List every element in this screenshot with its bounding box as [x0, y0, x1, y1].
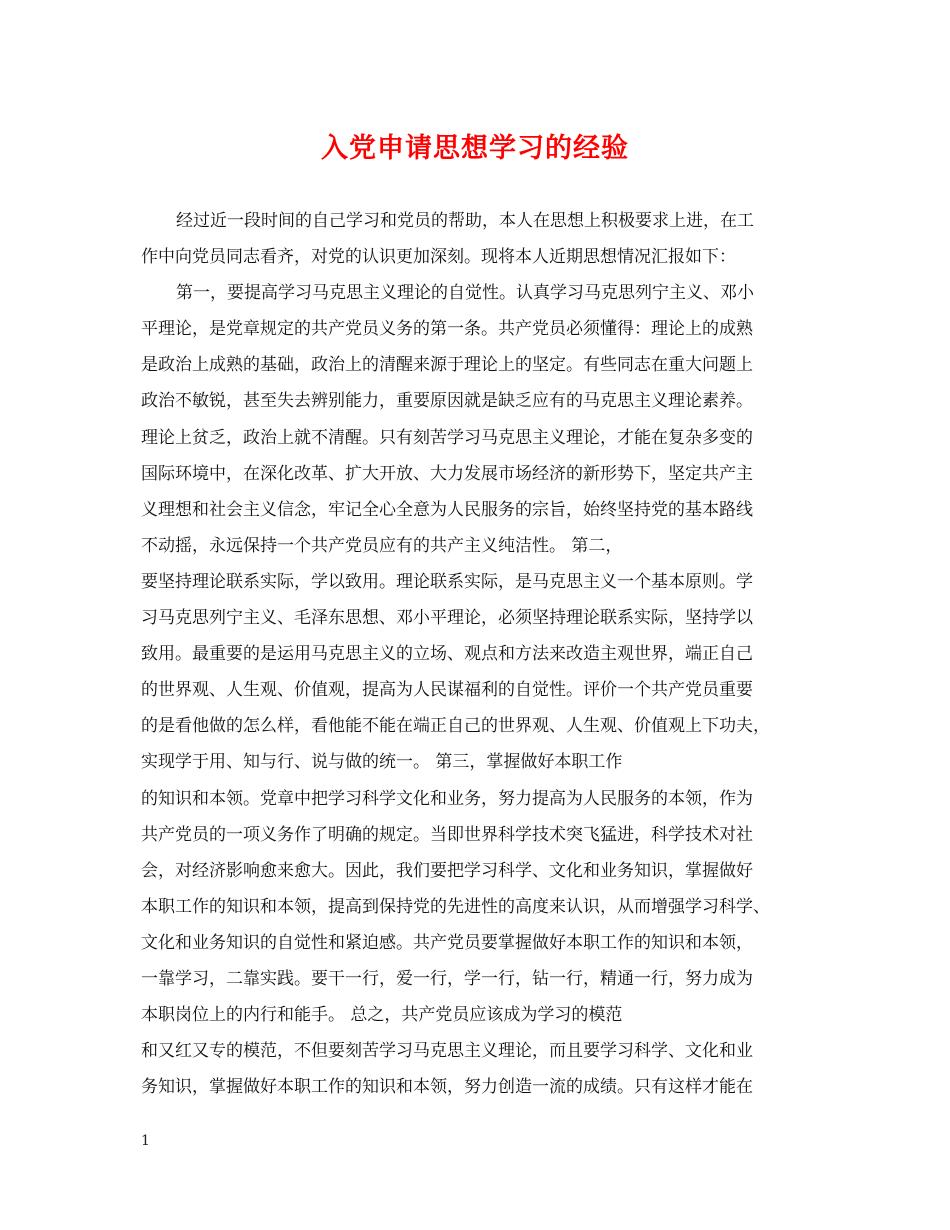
body-line: 本职工作的知识和本领，提高到保持党的先进性的高度来认识，从而增强学习科学、	[141, 896, 770, 917]
page-number: 1	[141, 1133, 150, 1149]
body-line: 致用。最重要的是运用马克思主义的立场、观点和方法来改造主观世界，端正自己	[141, 644, 753, 665]
body-line: 作中向党员同志看齐，对党的认识更加深刻。现将本人近期思想情况汇报如下：	[141, 247, 736, 268]
body-line: 第一，要提高学习马克思主义理论的自觉性。认真学习马克思列宁主义、邓小	[176, 283, 754, 304]
body-line: 务知识，掌握做好本职工作的知识和本领，努力创造一流的成绩。只有这样才能在	[141, 1077, 753, 1098]
body-line: 不动摇，永远保持一个共产党员应有的共产主义纯洁性。 第二，	[141, 535, 623, 556]
body-line: 的世界观、人生观、价值观，提高为人民谋福利的自觉性。评价一个共产党员重要	[141, 680, 753, 701]
body-line: 文化和业务知识的自觉性和紧迫感。共产党员要掌握做好本职工作的知识和本领，	[141, 932, 753, 953]
document-title: 入党申请思想学习的经验	[321, 133, 629, 164]
body-line: 政治不敏锐，甚至失去辨别能力，重要原因就是缺乏应有的马克思主义理论素养。	[141, 391, 753, 412]
body-line: 实现学于用、知与行、说与做的统一。 第三，掌握做好本职工作	[141, 752, 623, 773]
body-line: 和又红又专的模范，不但要刻苦学习马克思主义理论，而且要学习科学、文化和业	[141, 1041, 753, 1062]
body-line: 平理论，是党章规定的共产党员义务的第一条。共产党员必须懂得：理论上的成熟	[141, 319, 753, 340]
body-line: 的是看他做的怎么样，看他能不能在端正自己的世界观、人生观、价值观上下功夫，	[141, 716, 770, 737]
body-line: 经过近一段时间的自己学习和党员的帮助，本人在思想上积极要求上进，在工	[176, 211, 754, 231]
body-line: 会，对经济影响愈来愈大。因此，我们要把学习科学、文化和业务知识，掌握做好	[141, 860, 753, 881]
body-line: 是政治上成熟的基础，政治上的清醒来源于理论上的坚定。有些同志在重大问题上	[141, 355, 753, 376]
body-line: 习马克思列宁主义、毛泽东思想、邓小平理论，必须坚持理论联系实际，坚持学以	[141, 608, 753, 629]
body-line: 本职岗位上的内行和能手。 总之，共产党员应该成为学习的模范	[141, 1005, 623, 1026]
body-line: 理论上贫乏，政治上就不清醒。只有刻苦学习马克思主义理论，才能在复杂多变的	[141, 427, 753, 448]
body-line: 义理想和社会主义信念，牢记全心全意为人民服务的宗旨，始终坚持党的基本路线	[141, 499, 753, 520]
body-line: 国际环境中，在深化改革、扩大开放、大力发展市场经济的新形势下，坚定共产主	[141, 463, 753, 484]
body-line: 的知识和本领。党章中把学习科学文化和业务，努力提高为人民服务的本领，作为	[141, 788, 753, 809]
body-line: 要坚持理论联系实际，学以致用。理论联系实际，是马克思主义一个基本原则。学	[141, 571, 753, 592]
body-line: 一靠学习，二靠实践。要干一行，爱一行，学一行，钻一行，精通一行，努力成为	[141, 968, 753, 989]
document-body	[141, 203, 826, 1105]
body-line: 共产党员的一项义务作了明确的规定。当即世界科学技术突飞猛进，科学技术对社	[141, 824, 753, 845]
